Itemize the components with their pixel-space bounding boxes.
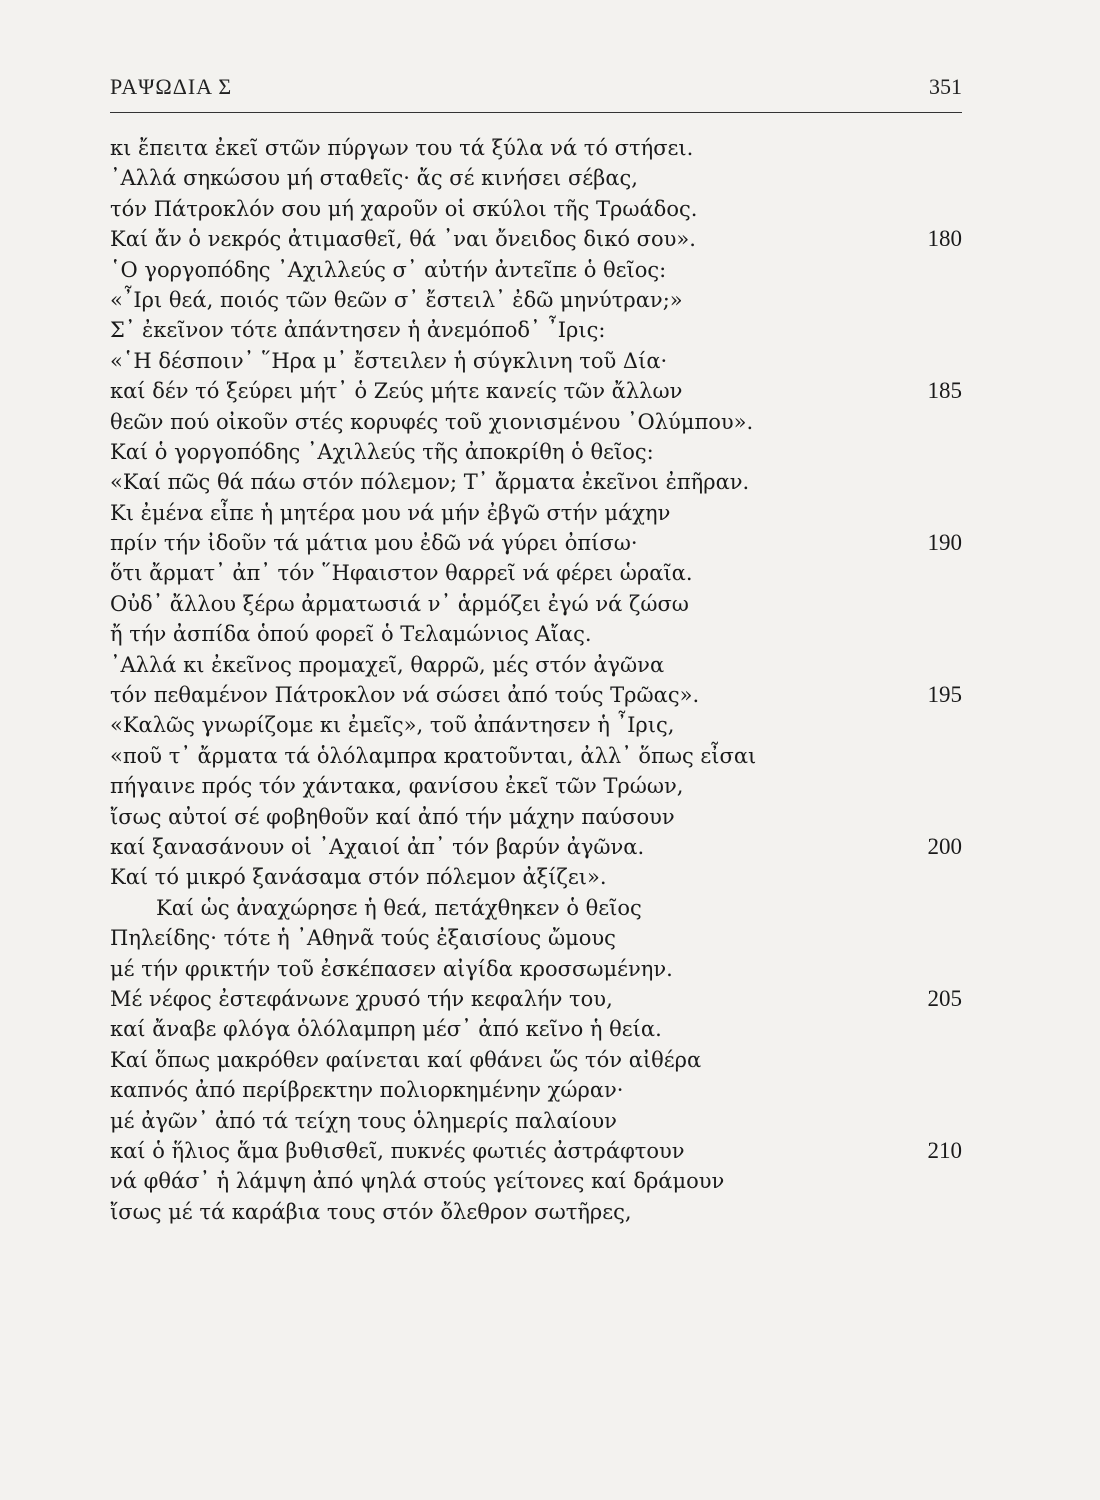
verse-list xyxy=(110,133,962,1227)
line-number: 210 xyxy=(927,1137,962,1163)
verse-line xyxy=(110,1166,962,1196)
verse-text: ᾿Αλλά σηκώσου μή σταθεῖς· ἄς σέ κινήσει σέβας, xyxy=(110,166,638,191)
verse-line xyxy=(110,954,962,984)
verse-text: καί ἄναβε φλόγα ὁλόλαμπρη μέσ᾿ ἀπό κεῖνο ἡ θεία. xyxy=(110,1017,662,1042)
verse-text: «῏Ιρι θεά, ποιός τῶν θεῶν σ᾿ ἔστειλ᾿ ἐδῶ μηνύτραν;» xyxy=(110,287,683,312)
verse-line xyxy=(110,407,962,437)
verse-text: ᾿Αλλά κι ἐκεῖνος προμαχεῖ, θαρρῶ, μές στόν ἀγῶνα xyxy=(110,652,665,677)
line-number: 205 xyxy=(927,985,962,1011)
verse-line xyxy=(110,650,962,680)
verse-line xyxy=(110,285,962,315)
verse-line xyxy=(110,346,962,376)
verse-line xyxy=(110,862,962,892)
verse-line xyxy=(110,832,962,862)
verse-line xyxy=(110,194,962,224)
verse-line xyxy=(110,1045,962,1075)
verse-line xyxy=(110,1197,962,1227)
page-number: 351 xyxy=(929,74,962,99)
verse-line xyxy=(110,741,962,771)
verse-text: Οὐδ᾿ ἄλλου ξέρω ἀρματωσιά ν᾿ ἁρμόζει ἐγώ νά ζώσω xyxy=(110,591,689,616)
verse-line xyxy=(110,710,962,740)
verse-line xyxy=(110,376,962,406)
verse-line xyxy=(110,467,962,497)
verse-text: Καί ὅπως μακρόθεν φαίνεται καί φθάνει ὥς τόν αἰθέρα xyxy=(110,1047,702,1072)
verse-line xyxy=(110,163,962,193)
verse-text: θεῶν πού οἰκοῦν στές κορυφές τοῦ χιονισμένου ᾿Ολύμπου». xyxy=(110,409,754,434)
verse-line xyxy=(110,1014,962,1044)
verse-text: «Καί πῶς θά πάω στόν πόλεμον; Τ᾿ ἄρματα ἐκεῖνοι ἐπῆραν. xyxy=(110,470,750,495)
verse-text: νά φθάσ᾿ ἡ λάμψη ἀπό ψηλά στούς γείτονες καί δράμουν xyxy=(110,1169,725,1194)
verse-text: «῾Η δέσποιν᾿ ῞Ηρα μ᾿ ἔστειλεν ἡ σύγκλινη τοῦ Δία· xyxy=(110,348,668,373)
header-rule xyxy=(110,112,962,113)
line-number: 180 xyxy=(927,226,962,252)
verse-line xyxy=(110,224,962,254)
verse-text: «ποῦ τ᾿ ἄρματα τά ὁλόλαμπρα κρατοῦνται, ἀλλ᾿ ὅπως εἶσαι xyxy=(110,743,757,768)
verse-text: Καί ὁ γοργοπόδης ᾿Αχιλλεύς τῆς ἀποκρίθη ὁ θεῖος: xyxy=(110,439,654,464)
verse-text: μέ τήν φρικτήν τοῦ ἐσκέπασεν αἰγίδα κροσσωμένην. xyxy=(110,956,673,981)
verse-line xyxy=(110,771,962,801)
verse-line xyxy=(110,923,962,953)
verse-text: ὅτι ἄρματ᾿ ἀπ᾿ τόν ῞Ηφαιστον θαρρεῖ νά φέρει ὡραῖα. xyxy=(110,561,693,586)
verse-text: κι ἔπειτα ἐκεῖ στῶν πύργων του τά ξύλα νά τό στήσει. xyxy=(110,136,694,160)
verse-line xyxy=(110,589,962,619)
verse-line xyxy=(110,255,962,285)
verse-text: ῾Ο γοργοπόδης ᾿Αχιλλεύς σ᾿ αὐτήν ἀντεῖπε ὁ θεῖος: xyxy=(110,257,667,282)
verse-line xyxy=(110,1075,962,1105)
verse-line xyxy=(110,802,962,832)
verse-text: Καί τό μικρό ξανάσαμα στόν πόλεμον ἀξίζει». xyxy=(110,865,607,890)
verse-text: πήγαινε πρός τόν χάντακα, φανίσου ἐκεῖ τῶν Τρώων, xyxy=(110,774,684,799)
verse-line xyxy=(110,619,962,649)
line-number: 195 xyxy=(927,682,962,708)
verse-text: τόν Πάτροκλόν σου μή χαροῦν οἱ σκύλοι τῆς Τρωάδος. xyxy=(110,196,698,221)
verse-line xyxy=(110,315,962,345)
book-title: ΡΑΨΩΔΙΑ Σ xyxy=(110,74,233,99)
verse-line xyxy=(110,133,962,163)
verse-text: Πηλείδης· τότε ἡ ᾿Αθηνᾶ τούς ἐξαισίους ὤμους xyxy=(110,926,616,951)
verse-line xyxy=(110,1136,962,1166)
verse-text: Καί ὡς ἀναχώρησε ἡ θεά, πετάχθηκεν ὁ θεῖος xyxy=(156,895,642,920)
verse-text: ἴσως αὐτοί σέ φοβηθοῦν καί ἀπό τήν μάχην παύσουν xyxy=(110,804,675,829)
verse-line xyxy=(110,498,962,528)
line-number: 185 xyxy=(927,378,962,404)
verse-text: Σ᾿ ἐκεῖνον τότε ἀπάντησεν ἡ ἀνεμόποδ᾿ ῏Ιρις: xyxy=(110,318,606,343)
verse-line xyxy=(110,1106,962,1136)
verse-line xyxy=(110,984,962,1014)
verse-line xyxy=(110,893,962,923)
verse-text: πρίν τήν ἰδοῦν τά μάτια μου ἐδῶ νά γύρει ὀπίσω· xyxy=(110,531,638,556)
verse-text: μέ ἀγῶν᾿ ἀπό τά τείχη τους ὁλημερίς παλαίουν xyxy=(110,1108,617,1133)
line-number: 190 xyxy=(927,530,962,556)
verse-text: Καί ἄν ὁ νεκρός ἀτιμασθεῖ, θά ᾿ναι ὄνειδος δικό σου». xyxy=(110,227,696,252)
verse-text: Κι ἐμένα εἶπε ἡ μητέρα μου νά μήν ἐβγῶ στήν μάχην xyxy=(110,500,671,525)
verse-text: ἴσως μέ τά καράβια τους στόν ὄλεθρον σωτῆρες, xyxy=(110,1199,632,1224)
verse-line xyxy=(110,558,962,588)
verse-text: «Καλῶς γνωρίζομε κι ἐμεῖς», τοῦ ἀπάντησεν ἡ ῏Ιρις, xyxy=(110,713,675,738)
line-number: 200 xyxy=(927,833,962,859)
verse-line xyxy=(110,528,962,558)
verse-text: καπνός ἀπό περίβρεκτην πολιορκημένην χώραν· xyxy=(110,1078,624,1103)
verse-text: ἤ τήν ἀσπίδα ὁπού φορεῖ ὁ Τελαμώνιος Αἴας. xyxy=(110,622,592,647)
verse-text: τόν πεθαμένον Πάτροκλον νά σώσει ἀπό τούς Τρῶας». xyxy=(110,683,700,708)
verse-line xyxy=(110,437,962,467)
verse-line xyxy=(110,680,962,710)
running-head xyxy=(110,68,962,108)
verse-text: καί δέν τό ξεύρει μήτ᾿ ὁ Ζεύς μήτε κανείς τῶν ἄλλων xyxy=(110,379,683,404)
verse-text: καί ὁ ἥλιος ἅμα βυθισθεῖ, πυκνές φωτιές ἀστράφτουν xyxy=(110,1138,685,1163)
verse-text: καί ξανασάνουν οἱ ᾿Αχαιοί ἀπ᾿ τόν βαρύν ἀγῶνα. xyxy=(110,834,645,859)
verse-text: Μέ νέφος ἐστεφάνωνε χρυσό τήν κεφαλήν του, xyxy=(110,986,613,1011)
